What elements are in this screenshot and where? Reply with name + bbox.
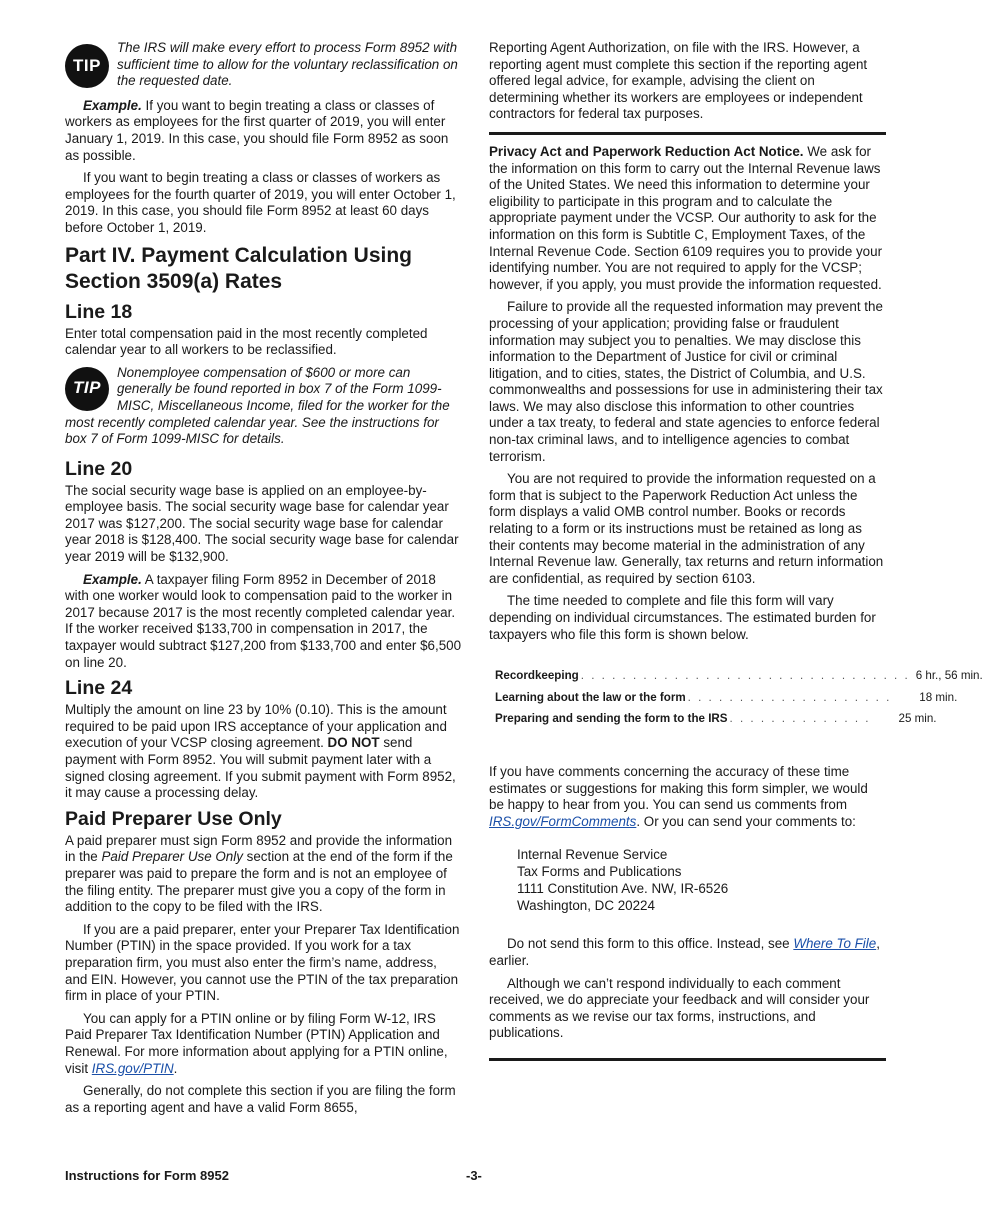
paid-preparer-text (65, 833, 462, 916)
where-to-file-link[interactable]: Where To File (793, 936, 877, 952)
burden-row (495, 665, 983, 687)
privacy-paragraph (489, 144, 886, 293)
tip-icon: TIP (65, 44, 109, 88)
donot-text: Do not send this form to this office. Instead, see (507, 936, 790, 952)
continued-paragraph: Reporting Agent Authorization, on file with the IRS. However, a reporting agent must complete this section if the reporting agent offered legal advice, for example, advising the client on determining whether its workers are employees or independent contractors for federal tax purposes. (489, 40, 868, 122)
apply-paragraph: You can apply for a PTIN online or by filing Form W-12, IRS Paid Preparer Tax Identification Number (PTIN) Application and Renewal. For more information about applying for a PTIN online, visit IRS.gov/PTIN. (65, 1010, 448, 1076)
line-18-heading: Line 18 (65, 300, 133, 323)
page-number: -3- (466, 1168, 482, 1183)
tip-box (65, 365, 462, 448)
example-label: Example. (83, 97, 142, 113)
example-paragraph (65, 572, 462, 672)
form-comments-link[interactable]: IRS.gov/FormComments (489, 813, 637, 829)
address-line: Tax Forms and Publications (517, 864, 682, 880)
burden-row (495, 687, 958, 709)
apply-text: You can apply for a PTIN online or by filing Form W-12, IRS Paid Preparer Tax Identification Number (PTIN) Application and Renewal. For more information about applying for a PTIN online, visit (65, 1010, 448, 1076)
example-label: Example. (83, 571, 142, 587)
example-text: If you want to begin treating a class or classes of workers as employees for the first quarter of 2019, you will enter January 1, 2019. In this case, you should file Form 8952 as soon as possible. (65, 97, 449, 163)
example-text: A taxpayer filing Form 8952 in December of 2018 with one worker would look to compensation paid to the worker in 2017 because 2017 is the most recently completed calendar year. If the worker received $133,700 in compensation in 2017, the taxpayer would subtract $127,200 from $133,700 and enter $6,500 on line 20. (65, 571, 462, 670)
donot-paragraph (489, 936, 886, 969)
paid-preparer-heading: Paid Preparer Use Only (65, 807, 282, 830)
burden-label: Preparing and sending the form to the IRS (495, 712, 728, 726)
leader-dots: . . . . . . . . . . . . . . . . . . . . (687, 690, 892, 704)
section-divider (489, 132, 886, 135)
comments-paragraph (489, 764, 886, 830)
right-column (489, 40, 983, 1070)
left-column (65, 40, 462, 1122)
example-paragraph (65, 98, 462, 164)
line-24-text (65, 702, 462, 802)
privacy-text: We ask for the information on this form to carry out the Internal Revenue laws of the United States. We need this information to determine your eligibility to participate in this program and to calculate the appropriate payment under the VCSP. Our authority to ask for the information on this form is Subtitle C, Employment Taxes, of the Internal Revenue Code. Section 6109 requires you to provide your identifying number. You are not required to apply for the VCSP; however, if you apply, you must provide the information requested. (489, 143, 883, 292)
privacy-label: Privacy Act and Paperwork Reduction Act Notice. (489, 143, 804, 159)
burden-label: Recordkeeping (495, 669, 579, 683)
not-required-paragraph: You are not required to provide the information requested on a form that is subject to the Paperwork Reduction Act unless the form displays a valid OMB control number. Books or records relating to a form or its instructions must be retained as long as their contents may become material in the administration of any Internal Revenue law. Generally, tax returns and return information are confidential, as required by section 6103. (489, 471, 884, 586)
line-20-text: The social security wage base is applied on an employee-by-employee basis. The social security wage base for calendar year 2017 was $127,200. The social security wage base for calendar year 2018 is $128,400. The social security wage base for calendar year 2019 will be $132,900. (65, 482, 459, 565)
failure-paragraph: Failure to provide all the requested information may prevent the processing of your application; providing false or fraudulent information may subject you to penalties. We may disclose this information to the Department of Justice for civil or criminal litigation, and to cities, states, the District of Columbia, and U.S. commonwealths and possessions for use in administering their tax laws. We may also disclose this information to other countries under a tax treaty, to federal and state agencies to enforce federal non-tax criminal laws, and to intelligence agencies to combat terrorism. (489, 299, 883, 464)
address-line: 1111 Constitution Ave. NW, IR-6526 (517, 881, 729, 897)
leader-dots: . . . . . . . . . . . . . . . . . . . . . . . . . . . . . . . . (580, 669, 910, 683)
section-divider (489, 1058, 886, 1061)
tip-box (65, 40, 462, 90)
time-paragraph: The time needed to complete and file this form will vary depending on individual circumstances. The estimated burden for taxpayers who file this form is shown below. (489, 593, 876, 642)
burden-table (495, 665, 983, 730)
burden-value: 6 hr., 56 min. (915, 669, 983, 683)
q4-paragraph: If you want to begin treating a class or classes of workers as employees for the fourth quarter of 2019, you will enter October 1, 2019. In this case, you should file Form 8952 at least 60 days before October 1, 2019. (65, 170, 456, 235)
tip-icon: TIP (65, 367, 109, 411)
paid-text-italic: Paid Preparer Use Only (101, 849, 243, 865)
irs-ptin-link[interactable]: IRS.gov/PTIN (91, 1060, 174, 1076)
line-18-text: Enter total compensation paid in the most recently completed calendar year to all workers to be reclassified. (65, 325, 428, 358)
burden-value: 18 min. (919, 690, 958, 704)
line-24-text-b: send payment with Form 8952. You will submit payment later with a signed closing agreement. If you submit payment with Form 8952, it may cause a processing delay. (65, 735, 456, 801)
donot-text-b: , earlier. (489, 936, 880, 968)
burden-row (495, 708, 937, 730)
paid-text-a: A paid preparer must sign Form 8952 and provide the information in the (65, 832, 453, 865)
generally-paragraph: Generally, do not complete this section if you are filing the form as a reporting agent and have a valid Form 8655, (65, 1083, 456, 1115)
footer-title: Instructions for Form 8952 (65, 1168, 229, 1183)
line-20-heading: Line 20 (65, 457, 133, 480)
although-paragraph: Although we can’t respond individually to each comment received, we do appreciate your feedback and will consider your comments as we revise our tax forms, instructions, and publications. (489, 975, 870, 1041)
burden-label: Learning about the law or the form (495, 690, 686, 704)
leader-dots: . . . . . . . . . . . . . . (729, 712, 871, 726)
comments-text: If you have comments concerning the accuracy of these time estimates or suggestions for making this form simpler, we would be happy to hear from you. You can send us comments from (489, 763, 868, 813)
burden-value: 25 min. (898, 712, 937, 726)
mailing-address (517, 846, 886, 914)
part-iv-heading: Part IV. Payment Calculation Using Section 3509(a) Rates (65, 243, 412, 293)
address-line: Internal Revenue Service (517, 847, 668, 863)
tip-text: The IRS will make every effort to process Form 8952 with sufficient time to allow for the voluntary reclassification on the requested date. (117, 40, 458, 89)
paid-text-b: section at the end of the form if the preparer was paid to prepare the form and is not an employee of the filing entity. The preparer must give you a copy of the form in addition to the copy to be filed with the IRS. (65, 849, 453, 915)
line-24-heading: Line 24 (65, 677, 133, 700)
line-24-text-a: Multiply the amount on line 23 by 10% (0.10). This is the amount required to be paid upon IRS acceptance of your application and execution of your VCSP closing agreement. (65, 702, 447, 751)
tip-text: Nonemployee compensation of $600 or more can generally be found reported in box 7 of the Form 1099-MISC, Miscellaneous Income, filed for the worker for the most recently completed calendar year. See the instructions for box 7 of Form 1099-MISC for details. (65, 364, 450, 447)
comments-text-b: . Or you can send your comments to: (636, 813, 856, 829)
address-line: Washington, DC 20224 (517, 898, 655, 914)
do-not-emphasis: DO NOT (327, 735, 380, 751)
ptin-paragraph: If you are a paid preparer, enter your Preparer Tax Identification Number (PTIN) in the space provided. If you work for a tax preparation firm, you must also enter the firm’s name, address, and EIN. However, you cannot use the PTIN of the tax preparation firm in place of your PTIN. (65, 921, 460, 1004)
